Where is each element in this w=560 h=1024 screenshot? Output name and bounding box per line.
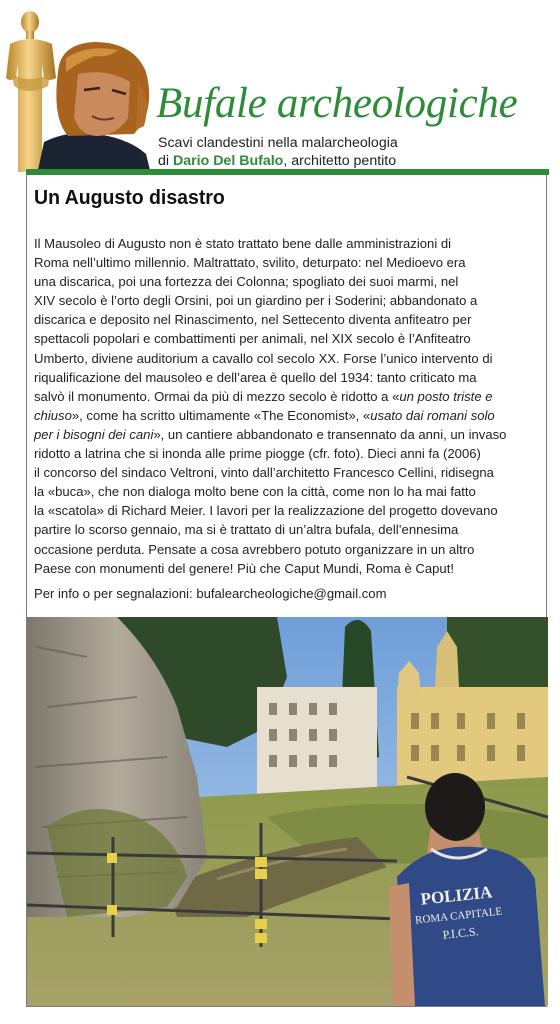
body-text-run: la «buca», che non dialoga molto bene con la città, come non lo ha mai fatto [34, 484, 476, 500]
byline-prefix: di [158, 153, 173, 169]
body-text-run: spettacoli popolari e combattimenti per animali, nel XIX secolo è l’Anfiteatro [34, 331, 471, 347]
body-quote-text: chiuso [34, 407, 72, 423]
body-text-run: occasione perduta. Pensate a cosa avrebbero potuto organizzare in un altro [34, 541, 475, 557]
body-line [34, 540, 542, 559]
body-text-run: partire lo scorso gennaio, ma si è trattato di un’altra bufala, dell’ennesima [34, 522, 459, 538]
body-line [34, 329, 542, 348]
body-text-run: una discarica, poi una fortezza dei Colonna; spogliato dei suoi marmi, nel [34, 274, 459, 290]
body-text-run: Umberto, diviene auditorium a cavallo col secolo XX. Forse l’unico intervento di [34, 350, 493, 366]
vest-text-polizia: POLIZIA [419, 882, 494, 909]
body-quote-text: un posto triste e [399, 388, 493, 404]
mausoleum-photo [27, 617, 548, 1006]
body-line [34, 520, 542, 539]
body-text-run: », un cantiere abbandonato e transennato da anni, un invaso [153, 426, 507, 442]
body-text-run: discarica e deposito nel Rinascimento, nel Settecento diventa anfiteatro per [34, 312, 472, 328]
body-text-run: salvò il monumento. Ormai da più di mezzo secolo è ridotto a « [34, 388, 400, 404]
author-name: Dario Del Bufalo [172, 153, 284, 169]
body-line [34, 310, 542, 329]
body-text-run: Il Mausoleo di Augusto non è stato trattato bene dalle amministrazioni di [34, 236, 452, 251]
body-line [34, 349, 542, 368]
body-quote-text: per i bisogni dei cani [34, 426, 154, 442]
vest-text-pics: P.I.C.S. [441, 924, 480, 942]
body-text-run: il concorso del sindaco Veltroni, vinto dall’architetto Francesco Cellini, ridisegna [34, 465, 494, 481]
author-portrait-image [38, 38, 154, 170]
subtitle-line: Scavi clandestini nella malarcheologia [158, 135, 398, 151]
body-line [34, 406, 542, 425]
body-text-run: XIV secolo è l’orto degli Orsini, poi un giardino per i Soderini; abbandonato a [34, 293, 478, 309]
body-line [34, 444, 542, 463]
vest-text-roma-capitale: ROMA CAPITALE [414, 905, 503, 927]
body-line [34, 234, 542, 253]
article-box [26, 175, 547, 1007]
body-line [34, 501, 542, 520]
byline [158, 152, 398, 170]
body-line [34, 387, 542, 406]
body-text-run: ridotto a latrina che si inonda alle prime piogge (cfr. foto). Dieci anni fa (2006) [34, 446, 481, 462]
column-masthead [0, 0, 560, 172]
column-subtitle [158, 134, 398, 170]
body-text-run: Paese con monumenti del genere! Più che Caput Mundi, Roma è Caput! [34, 560, 454, 576]
contact-line: Per info o per segnalazioni: bufalearcheologiche@gmail.com [34, 586, 387, 601]
body-line [34, 482, 542, 501]
byline-suffix: , architetto pentito [283, 153, 397, 169]
body-text-run: la «scatola» di Richard Meier. I lavori per la realizzazione del progetto dovevano [34, 503, 498, 519]
body-line [34, 368, 542, 387]
body-text-run: riqualificazione del mausoleo e dell’area è quello del 1934: tanto criticato ma [34, 369, 477, 385]
body-text-run: », come ha scritto ultimamente «The Economist», « [71, 407, 371, 423]
body-line [34, 559, 542, 578]
body-text-run: Roma nell’ultimo millennio. Maltrattato, svilito, deturpato: nel Medioevo era [34, 255, 466, 271]
body-line [34, 425, 542, 444]
body-line [34, 253, 542, 272]
article-headline: Un Augusto disastro [34, 186, 225, 209]
column-title: Bufale archeologiche [156, 80, 518, 127]
body-line [34, 463, 542, 482]
body-line [34, 272, 542, 291]
article-body [34, 234, 542, 578]
body-line [34, 291, 542, 310]
body-quote-text: usato dai romani solo [370, 407, 495, 423]
